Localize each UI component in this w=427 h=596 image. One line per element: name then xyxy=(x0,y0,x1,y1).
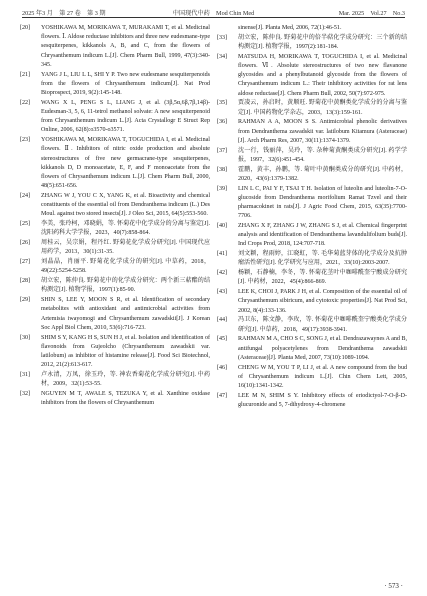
reference-text: 卢永清，万凤，徐玉玲，等. 神农香菊花化学成分研究[J]. 中药材，2009，32(1):53-55. xyxy=(41,372,210,388)
reference-number: [41] xyxy=(217,251,228,258)
reference-text: 霍鹏，黄丰，孙鹏，等. 菊叶中黄酮类成分的研究[J]. 中药材，2020，43(6):1379-1382. xyxy=(238,166,407,182)
reference-entry xyxy=(20,136,210,191)
reference-entry xyxy=(20,296,210,333)
reference-number: [46] xyxy=(217,364,228,371)
reference-entry xyxy=(217,316,407,334)
reference-entry xyxy=(217,118,407,146)
reference-number: [26] xyxy=(20,240,31,247)
reference-number: [36] xyxy=(217,119,228,126)
reference-entry xyxy=(20,99,210,136)
reference-number: [45] xyxy=(217,336,228,343)
reference-column-right xyxy=(217,24,407,411)
reference-text: RAHMAN A A, MOON S S. Antimicrobial phenolic derivatives from Dendranthema zawadskii var. latilobum Kitamura (Asteraceae)[J]. Arch Pharm Res, 2007, 30(11):1374-1379. xyxy=(238,119,407,144)
reference-text: 沈一行，钱丽萍，吴玲，等. 杂种菊黄酮类成分研究[J]. 药学学报，1997，32(6):451-454. xyxy=(238,147,407,163)
reference-number: [31] xyxy=(20,372,31,379)
reference-entry xyxy=(217,364,407,392)
header-rule xyxy=(22,17,405,18)
reference-text: SHIN S, LEE Y, MOON S R, et al. Identification of secondary metabolites with antioxidant and antimicrobial activities from Artemisia iwayomogi and Chrysanthemum zawadskii[J]. J Korean Soc Appl Biol Chem, 2010, 53(6):716-723. xyxy=(41,297,210,331)
reference-number: [25] xyxy=(20,221,31,228)
header-issue-info: 2025 年3 月 第 27 卷 第 3 期 xyxy=(22,10,106,17)
reference-number: [47] xyxy=(217,392,228,399)
reference-number: [23] xyxy=(20,137,31,144)
reference-entry xyxy=(20,390,210,408)
reference-number: [33] xyxy=(217,34,228,41)
reference-text: ZHANG W J, YOU C X, YANG K, et al. Bioactivity and chemical constituents of the essential oil from Dendranthema indicum (L.) Des Moul. against two stored insects[J]. J Oleo Sci, 2015, 64(5):553-560. xyxy=(41,193,210,218)
reference-entry xyxy=(217,185,407,222)
reference-text: 冯卫东，陈文静，李玫，等. 怀菊花中咖啡酰奎宁酸类化学成分研究[J]. 中草药，2018，49(17):3938-3941. xyxy=(238,317,407,333)
reference-entry xyxy=(217,288,407,316)
reference-text: 贾凌云，孙启时，黄顺旺. 野菊花中黄酮类化学成分的分离与鉴定[J]. 中国药物化学杂志，2003，13(3):159-161. xyxy=(238,100,407,116)
reference-entry xyxy=(20,71,210,99)
reference-entry xyxy=(217,269,407,287)
reference-entry xyxy=(20,258,210,276)
header-issue-info-en: Mar. 2025 Vol.27 No.3 xyxy=(338,10,405,17)
reference-entry xyxy=(217,99,407,117)
reference-entry xyxy=(20,371,210,389)
reference-text: CHENG W M, YOU T P, LI J, et al. A new compound from the bud of Chrysanthemum indicum L.[J]. Chin Chem Lett, 2005, 16(10):1341-1342. xyxy=(238,364,407,390)
reference-number: [40] xyxy=(217,223,228,230)
reference-entry xyxy=(217,34,407,52)
reference-text: LEE K, CHOI J, PARK J H, et al. Composition of the essential oil of Chrysanthemum sibiricum, and cytotoxic properties[J]. Nat Prod Sci, 2002, 8(4):133-136. xyxy=(238,289,407,314)
reference-text: LEE M N, SHIM S Y. Inhibitory effects of eriodictyol-7-O-β-D-glucuronide and 5, 7-dihydroxy-4-chromene xyxy=(238,392,407,409)
reference-number: [34] xyxy=(217,53,228,60)
reference-number: [39] xyxy=(217,185,228,192)
reference-entry xyxy=(217,147,407,165)
reference-text: NGUYEN M T, AWALE S, TEZUKA Y, et al. Xanthine oxidase inhibitors from the flowers of Chrysanthemum xyxy=(41,391,210,407)
reference-text: 李美，张玲柯，邓晓娟，等. 怀菊花中化学成分的分离与鉴定[J]. 沈阳药科大学学报，2023，40(7):858-864. xyxy=(41,221,210,237)
reference-number: [37] xyxy=(217,147,228,154)
reference-number: [38] xyxy=(217,166,228,173)
reference-number: [44] xyxy=(217,317,228,324)
reference-text: 胡立宏，陈仲良. 野菊花中的倍半萜化学成分研究：三个新的结构测定[J]. 植物学报，1997(2):181-184. xyxy=(238,34,407,50)
reference-text: MATSUDA H, MORIKAWA T, TOGUCHIDA I, et al. Medicinal flowers. Ⅵ. Absolute stereostructures of two new flavanone glycosides and a phenylbutanoid glycoside from the flowers of Chrysanthemum indicum L.: Their inhibitory activities for rat lens aldose reductase[J]. Chem Pharm Bull, 2002, 50(7):972-975. xyxy=(238,53,407,97)
header-journal-title: 中国现代中药 Mod Chin Med xyxy=(172,10,255,17)
reference-text: 胡立宏，陈仲良. 野菊花中的化学成分研究：两个新三萜酯的结构测定[J]. 植物学报，1997(1):85-90. xyxy=(41,278,210,294)
page-number: · 573 · xyxy=(384,582,403,590)
reference-entry xyxy=(217,250,407,268)
reference-number: [28] xyxy=(20,278,31,285)
reference-number: [32] xyxy=(20,391,31,398)
reference-text: YANG J L, LIU L L, SHI Y P. Two new eudesmane sesquiterpenoids from the flowers of Chrysanthemum indicum[J]. Nat Prod Bioprospect, 2019, 9(2):145-148. xyxy=(41,71,210,97)
reference-entry xyxy=(217,53,407,99)
reference-entry xyxy=(217,335,407,363)
reference-text: YOSHIKAWA M, MORIKAWA T, TOGUCHIDA I, et al. Medicinal flowers. Ⅱ. Inhibitors of nitric oxide production and absolute stereostructures of five new germacrane-type sesquiterpenes, kikkanols D, D monoacetate, E, F, and F monoacetate from the flowers of Chrysanthemum indicum L.[J]. Chem Pharm Bull, 2000, 48(5):651-656. xyxy=(41,137,210,190)
reference-number: [30] xyxy=(20,334,31,341)
reference-text: 刘晶晶，肖丽平. 野菊花化学成分的研究[J]. 中草药，2018，49(22):5254-5258. xyxy=(41,259,210,275)
reference-column-left xyxy=(20,24,210,409)
reference-entry xyxy=(20,24,210,70)
reference-text: WANG X L, PENG S L, LIANG J, et al. (3β,5α,6β,7β,14β)-Eudesman-3, 5, 6, 11-tetrol methanol solvate: A new sesquiterpenoid from Chrysanthemum indicum L.[J]. Acta Crystallogr E Struct Rep Online, 2006, 62(8):o3570-o3571. xyxy=(41,99,210,134)
reference-entry xyxy=(20,220,210,238)
reference-text: LIN L C, PAI Y F, TSAI T H. Isolation of luteolin and luteolin-7-O-glucoside from Dendranthema morifolium Ramat Tzvel and their pharmacokinet in rats[J]. J Agric Food Chem, 2015, 63(35):7700-7706. xyxy=(238,185,407,220)
reference-entry xyxy=(217,166,407,184)
reference-number: [43] xyxy=(217,289,228,296)
reference-text: ZHANG X F, ZHANG J W, ZHANG S J, et al. Chemical fingerprint analysis and identification of Dendranthema lavandulifolium buds[J]. Ind Crops Prod, 2018, 124:707-718. xyxy=(238,223,407,248)
reference-number: [20] xyxy=(20,25,31,31)
reference-number: [29] xyxy=(20,297,31,304)
reference-entry xyxy=(20,277,210,295)
reference-text: 刘文颖，程雨婷，江晓虹，等. 毛华菊蓝芽体的化学成分及抗肿瘤活性研究[J]. 化学研究与应用，2021，33(10):2003-2007. xyxy=(238,251,407,267)
reference-number: [42] xyxy=(217,270,228,277)
reference-number: [21] xyxy=(20,71,31,78)
reference-number: [22] xyxy=(20,99,31,106)
reference-text: sinense[J]. Planta Med, 2006, 72(1):46-51. xyxy=(238,25,342,31)
reference-entry xyxy=(20,192,210,220)
reference-entry xyxy=(217,392,407,410)
reference-text: SHIM S Y, KANG H S, SUN H J, et al. Isolation and identification of flavonoids from Gujeolcho (Chrysanthemum zawadskii var. latilobum) as inhibitor of histamine release[J]. Food Sci Biotechnol, 2012, 21(2):613-617. xyxy=(41,334,210,369)
reference-entry xyxy=(20,239,210,257)
reference-number: [24] xyxy=(20,193,31,200)
reference-text: RAHMAN M A, CHO S C, SONG J, et al. Dendrazawaynes A and B, antifungal polyacetylenes from Dendranthema zawadskii (Asteraceae)[J]. Planta Med, 2007, 73(10):1089-1094. xyxy=(238,336,407,361)
reference-entry xyxy=(217,222,407,250)
reference-text: 杨颖，石静楠，李冬，等. 怀菊花茎叶中咖啡酰奎宁酸成分研究[J]. 中药材，2022，45(4):866-869. xyxy=(238,270,407,286)
reference-text: 周桂云，吴宗娟，程丹红. 野菊花化学成分研究[J]. 中国现代应用药学，2013，30(1):31-35. xyxy=(41,240,210,256)
reference-number: [27] xyxy=(20,259,31,266)
reference-entry xyxy=(217,24,407,33)
reference-entry xyxy=(20,334,210,371)
reference-number: [35] xyxy=(217,100,228,107)
reference-text: YOSHIKAWA M, MORIKAWA T, MURAKAMI T, et al. Medicinal flowers. Ⅰ. Aldose reductase inhibitors and three new eudesmane-type sesquiterpenes, kikkanols A, B, and C, from the flowers of Chrysanthemum indicum L.[J]. Chem Pharm Bull, 1999, 47(3):340-345. xyxy=(41,25,210,68)
